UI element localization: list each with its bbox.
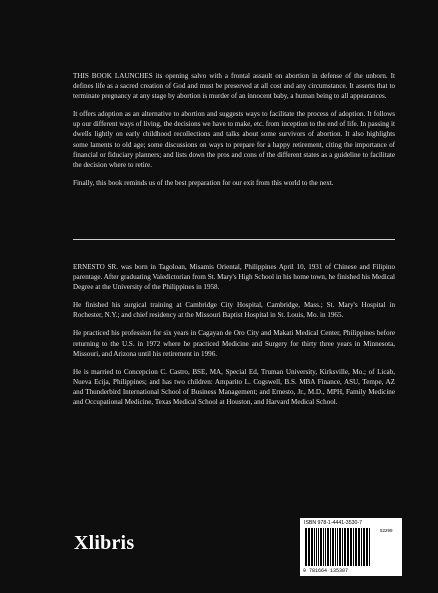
book-description — [73, 71, 395, 196]
description-paragraph-2: It offers adoption as an alternative to abortion and suggests ways to facilitate the process of adoption. It follows up our different ways of living, the decisions we have to make, etc. from inception to the end of life. In passing it dwells lightly on early childhood recollections and talks about some survivors of abortion. It also highlights some laments to old age; some discussions on ways to prepare for a happy retirement, citing the importance of financial or fiduciary planners; and lists down the pros and cons of the different states as a guideline to facilitate the decision where to retire. — [73, 110, 395, 169]
bio-paragraph-2: He finished his surgical training at Cambridge City Hospital, Cambridge, Mass.; St. Mary's Hospital in Rochester, N.Y.; and chief residency at the Missouri Baptist Hospital in St. Louis, Mo. in 1965. — [73, 301, 395, 320]
bio-paragraph-1: ERNESTO SR. was born in Tagoloan, Misamis Oriental, Philippines April 10, 1931 of Chinese and Filipino parentage. After graduating Valedictorian from St. Mary's High School in his home town, he finished his Medical Degree at the University of the Philippines in 1958. — [73, 263, 395, 292]
barcode-bar — [361, 528, 362, 566]
barcode-bar — [344, 528, 346, 566]
barcode-bar — [308, 528, 310, 566]
barcode-bar — [342, 528, 343, 566]
barcode-bar — [347, 528, 349, 566]
barcode-bar — [366, 528, 368, 566]
barcode-bar — [332, 528, 334, 566]
description-paragraph-3: Finally, this book reminds us of the best preparation for our exit from this world to the next. — [73, 178, 334, 187]
barcode-bar — [314, 528, 315, 566]
barcode-bar — [350, 528, 352, 566]
author-bio — [73, 262, 395, 415]
barcode-bar — [353, 528, 354, 566]
barcode-bar — [320, 528, 322, 566]
barcode-bar — [330, 528, 331, 566]
isbn-barcode — [300, 518, 402, 576]
barcode-bar — [363, 528, 365, 566]
barcode-bar — [311, 528, 313, 566]
barcode-bar — [358, 528, 360, 566]
barcode-bar — [327, 528, 329, 566]
barcode-bar — [337, 528, 338, 566]
barcode-bar — [369, 528, 370, 566]
barcode-bar — [323, 528, 324, 566]
barcode-bar — [305, 528, 307, 566]
publisher-logo: Xlibris — [74, 532, 135, 554]
bio-paragraph-3: He practiced his profession for six years in Cagayan de Oro City and Makati Medical Center, Philippines before returning to the U.S. in 1972 where he practiced Medicine and Surgery for thirty three years in Minnesota, Missouri, and Arizona until his retirement in 1996. — [73, 329, 395, 358]
isbn-label: ISBN 978-1-4441-3530-7 — [304, 520, 362, 526]
barcode-bar — [355, 528, 357, 566]
description-paragraph-1: THIS BOOK LAUNCHES its opening salvo with a frontal assault on abortion in defense of the unborn. It defines life as a sacred creation of God and must be preserved at all cost and any circumstance. It asserts that to terminate pregnancy at any stage by abortion is murder of an innocent baby, a human being to all appearances. — [73, 72, 395, 101]
barcode-bar — [339, 528, 341, 566]
barcode-bar — [325, 528, 326, 566]
bio-paragraph-4: He is married to Concepcion C. Castro, BSE, MA, Special Ed, Truman University, Kirksville, Mo.; of Licab, Nueva Ecija, Philippines; and has two children: Amparito L. Cogswell, B.S. MBA Finance, ASU, Tempe, AZ and Thunderbird International School of Business Management; and Ernesto, Jr., M.D., MPH, Family Medicine and Occupational Medicine, Texas Medical School at Houston, and Harvard Medical School. — [73, 367, 395, 407]
barcode-bars — [304, 528, 378, 568]
section-divider — [73, 239, 395, 240]
barcode-bar — [316, 528, 317, 566]
barcode-digits: 9 781664 135307 — [303, 568, 349, 574]
barcode-bar — [318, 528, 319, 566]
barcode-bar — [335, 528, 336, 566]
price-code: 52299 — [380, 528, 393, 533]
